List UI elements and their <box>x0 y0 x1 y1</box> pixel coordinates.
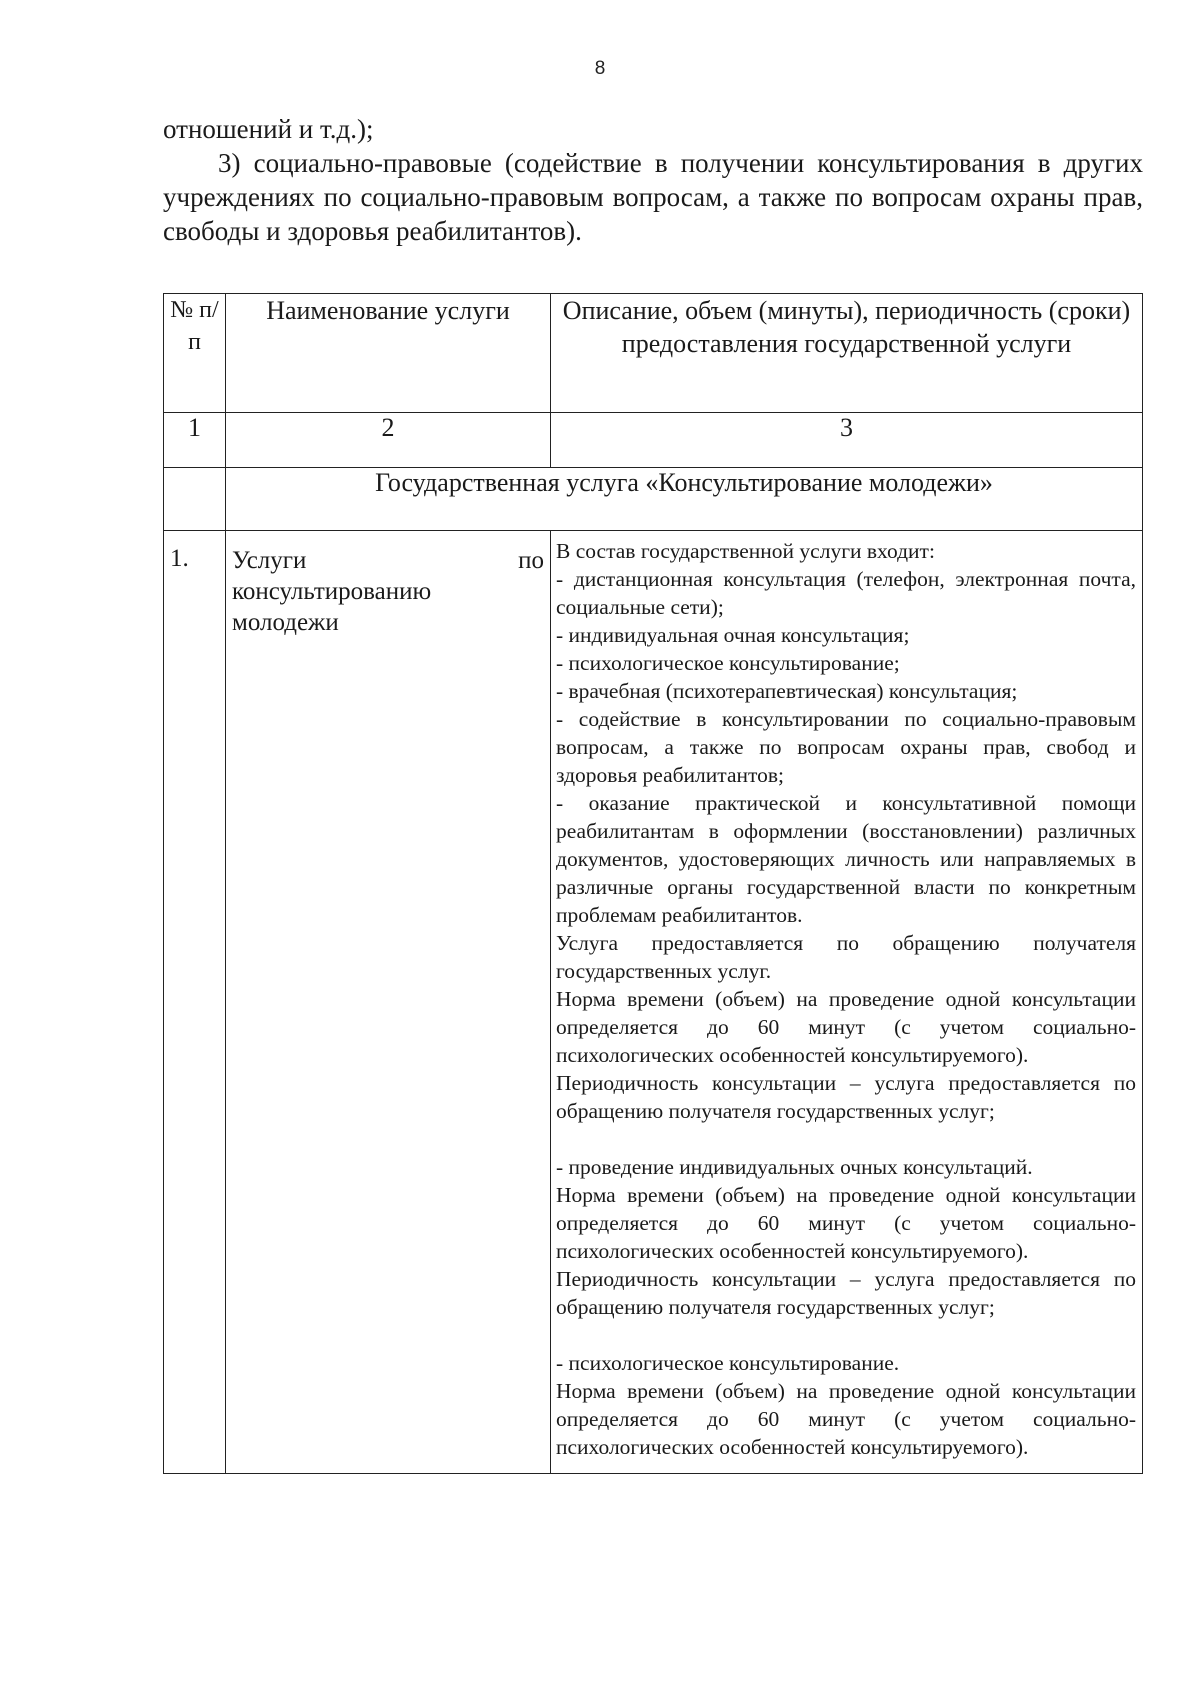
description-line: - проведение индивидуальных очных консультаций. <box>556 1155 1033 1179</box>
section-row <box>164 468 1143 531</box>
header-service-name: Наименование услуги <box>226 294 551 413</box>
service-name-word: Услуги <box>232 547 307 574</box>
intro-text <box>163 112 1143 248</box>
description-line: Услуга предоставляется по обращению получателя государственных услуг. <box>556 931 1136 983</box>
description-line: - содействие в консультировании по социально-правовым вопросам, а также по вопросам охраны прав, свобод и здоровья реабилитантов; <box>556 707 1136 787</box>
services-table <box>163 293 1143 1474</box>
column-index: 3 <box>551 413 1143 468</box>
section-title: Государственная услуга «Консультирование молодежи» <box>226 468 1143 531</box>
description-spacer <box>556 1321 1136 1349</box>
column-index-row <box>164 413 1143 468</box>
intro-paragraph: 3) социально-правовые (содействие в получении консультирования в других учреждениях по социально-правовым вопросам, а также по вопросам охраны прав, свободы и здоровья реабилитантов). <box>163 148 1143 246</box>
table-header-row <box>164 294 1143 413</box>
section-empty-cell <box>164 468 226 531</box>
intro-line: отношений и т.д.); <box>163 114 374 144</box>
header-description: Описание, объем (минуты), периодичность (сроки) предоставления государственной услуги <box>551 294 1143 413</box>
service-name-word: по <box>518 547 544 574</box>
service-name-cell <box>226 531 551 1474</box>
description-line: - оказание практической и консультативной помощи реабилитантам в оформлении (восстановлении) различных документов, удостоверяющих личность или направляемых в различные органы государственной власти по конкретным проблемам реабилитантов. <box>556 791 1136 927</box>
description-line: - врачебная (психотерапевтическая) консультация; <box>556 679 1018 703</box>
description-line: В состав государственной услуги входит: <box>556 539 935 563</box>
description-line: - психологическое консультирование. <box>556 1351 900 1375</box>
description-line: Периодичность консультации – услуга предоставляется по обращению получателя государственных услуг; <box>556 1267 1136 1319</box>
column-index: 1 <box>164 413 226 468</box>
description-line: Норма времени (объем) на проведение одной консультации определяется до 60 минут (с учетом социально-психологических особенностей консультируемого). <box>556 1379 1136 1459</box>
description-line: - дистанционная консультация (телефон, электронная почта, социальные сети); <box>556 567 1136 619</box>
page-number: 8 <box>594 58 606 79</box>
service-name-rest: консультированию молодежи <box>232 578 432 636</box>
description-line: - индивидуальная очная консультация; <box>556 623 910 647</box>
description-line: - психологическое консультирование; <box>556 651 900 675</box>
description-spacer <box>556 1125 1136 1153</box>
header-number: № п/п <box>164 294 226 413</box>
table-row <box>164 531 1143 1474</box>
row-number: 1. <box>164 531 226 1474</box>
description-line: Периодичность консультации – услуга предоставляется по обращению получателя государственных услуг; <box>556 1071 1136 1123</box>
service-description-cell <box>551 531 1143 1474</box>
description-line: Норма времени (объем) на проведение одной консультации определяется до 60 минут (с учетом социально-психологических особенностей консультируемого). <box>556 1183 1136 1263</box>
description-line: Норма времени (объем) на проведение одной консультации определяется до 60 минут (с учетом социально-психологических особенностей консультируемого). <box>556 987 1136 1067</box>
column-index: 2 <box>226 413 551 468</box>
